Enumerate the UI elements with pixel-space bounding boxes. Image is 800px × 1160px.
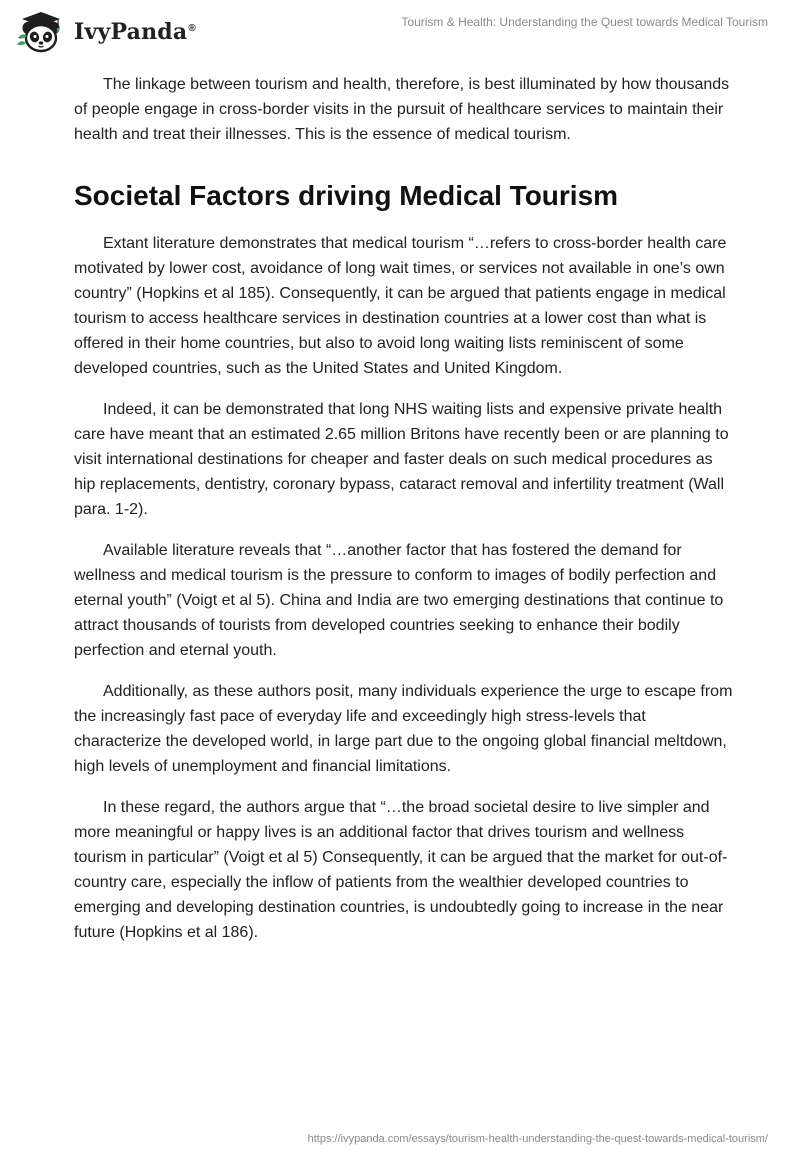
body-paragraph: Extant literature demonstrates that medical tourism “…refers to cross-border health care motivated by lower cost, avoidance of long wait times, or services not available in one’s own country” (Hopkins et al 185). Consequently, it can be argued that patients engage in medical tourism to access healthcare services in destination countries at a lower cost than what is offered in their home countries, but also to avoid long waiting lists reminiscent of some developed countries, such as the United States and United Kingdom. bbox=[74, 235, 727, 377]
logo-wordmark bbox=[74, 19, 196, 45]
logo-text: IvyPanda bbox=[74, 19, 188, 45]
body-paragraph: In these regard, the authors argue that “…the broad societal desire to live simpler and more meaningful or happy lives is an additional factor that drives tourism and wellness tourism in particular” (Voigt et al 5) Consequently, it can be argued that the market for out-of-country care, especially the inflow of patients from the wealthier developed countries to emerging and developing destination countries, is undoubtedly going to increase in the near future (Hopkins et al 186). bbox=[74, 799, 728, 941]
body-paragraph: Indeed, it can be demonstrated that long NHS waiting lists and expensive private health care have meant that an estimated 2.65 million Britons have recently been or are planning to visit international destinations for cheaper and faster deals on such medical procedures as hip replacements, dentistry, coronary bypass, cataract removal and infertility treatment (Wall para. 1-2). bbox=[74, 401, 729, 518]
running-title: Tourism & Health: Understanding the Quest towards Medical Tourism bbox=[401, 15, 768, 29]
body-paragraph: Available literature reveals that “…another factor that has fostered the demand for wellness and medical tourism is the pressure to conform to images of bodily perfection and eternal youth” (Voigt et al 5). China and India are two emerging destinations that continue to attract thousands of tourists from developed countries seeking to enhance their bodily perfection and eternal youth. bbox=[74, 542, 724, 659]
page-header bbox=[0, 0, 800, 60]
article-body bbox=[74, 72, 734, 961]
intro-paragraph: The linkage between tourism and health, therefore, is best illuminated by how thousands of people engage in cross-border visits in the pursuit of healthcare services to maintain their health and treat their illnesses. This is the essence of medical tourism. bbox=[74, 76, 730, 143]
source-url[interactable]: https://ivypanda.com/essays/tourism-health-understanding-the-quest-towards-medical-tourism/ bbox=[307, 1133, 768, 1145]
panda-graduation-cap-icon bbox=[14, 8, 68, 54]
section-heading: Societal Factors driving Medical Tourism bbox=[74, 180, 619, 211]
registered-mark: ® bbox=[188, 22, 196, 34]
body-paragraph: Additionally, as these authors posit, many individuals experience the urge to escape from the increasingly fast pace of everyday life and exceedingly high stress-levels that characterize the developed world, in large part due to the ongoing global financial meltdown, high levels of unemployment and financial limitations. bbox=[74, 683, 733, 775]
ivypanda-logo[interactable] bbox=[14, 8, 196, 54]
